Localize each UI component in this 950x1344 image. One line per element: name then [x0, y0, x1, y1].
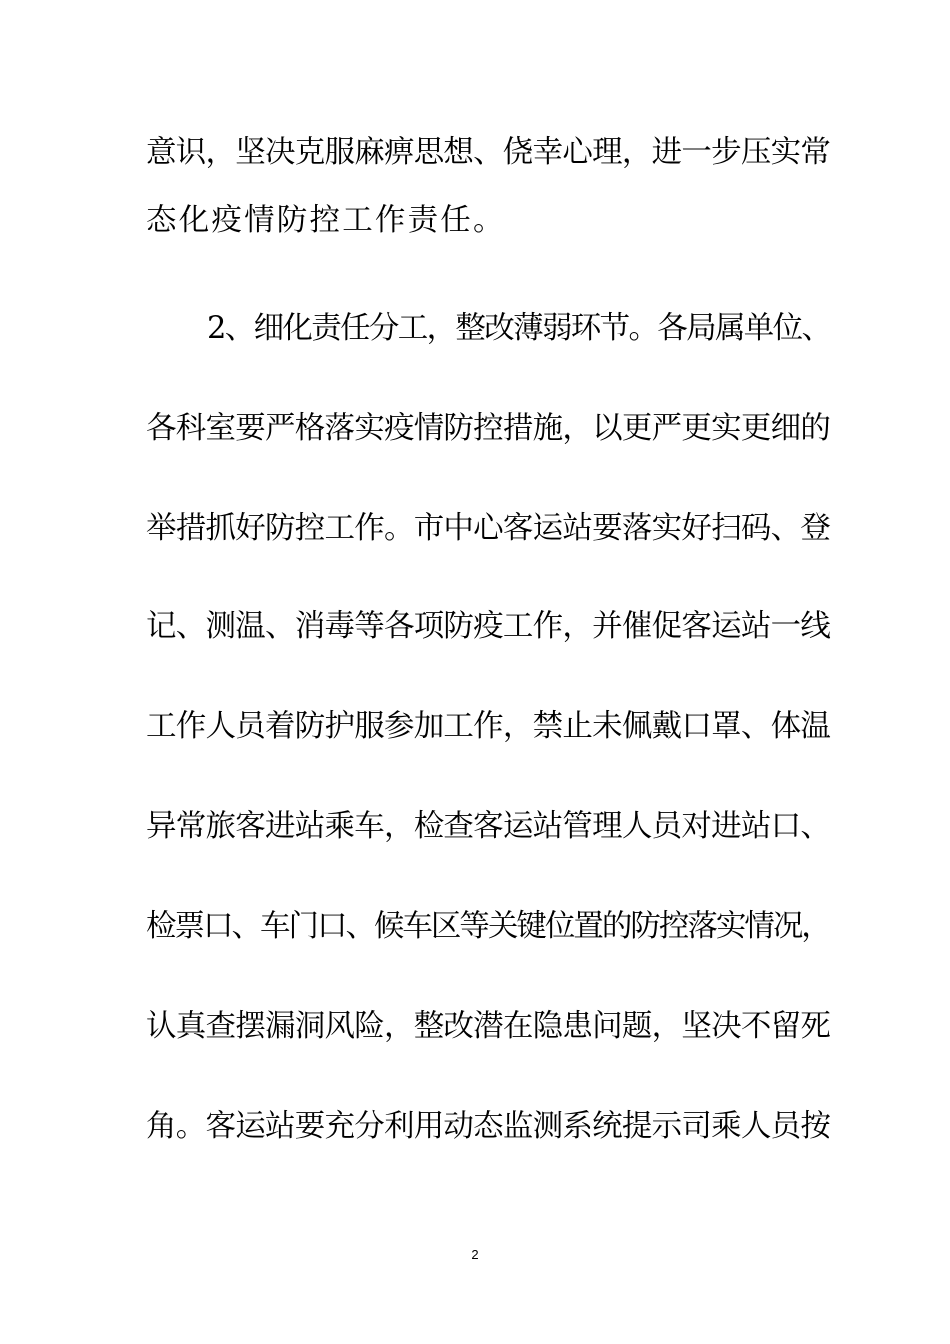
text-line: 检票口、车门口、候车区等关键位置的防控落实情况， [146, 909, 830, 944]
text-line: 认真查摆漏洞风险，整改潜在隐患问题，坚决不留死 [146, 1009, 831, 1044]
text-line: 异常旅客进站乘车，检查客运站管理人员对进站口、 [146, 809, 831, 844]
paragraph-start-line: 2、细化责任分工，整改薄弱环节。各局属单位、 [207, 311, 831, 346]
text-line: 意识，坚决克服麻痹思想、侥幸心理，进一步压实常 [146, 135, 831, 170]
text-line: 举措抓好防控工作。市中心客运站要落实好扫码、登 [146, 511, 831, 546]
page-number: 2 [471, 1247, 479, 1262]
text-line: 工作人员着防护服参加工作，禁止未佩戴口罩、体温 [146, 709, 831, 744]
text-line: 态化疫情防控工作责任。 [146, 203, 506, 238]
text-line: 角。客运站要充分利用动态监测系统提示司乘人员按 [146, 1109, 831, 1144]
text-line: 各科室要严格落实疫情防控措施，以更严更实更细的 [146, 411, 831, 446]
text-line: 记、测温、消毒等各项防疫工作，并催促客运站一线 [146, 609, 831, 644]
